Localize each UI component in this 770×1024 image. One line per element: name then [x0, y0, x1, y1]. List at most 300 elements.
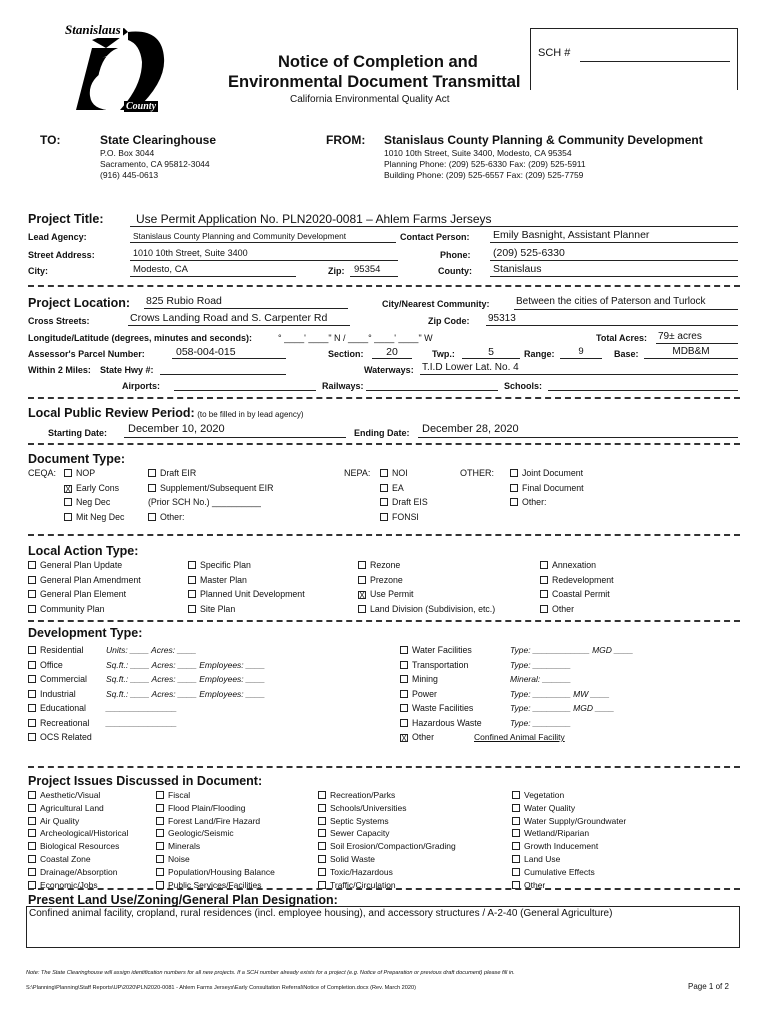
checkbox-item-col1-0[interactable]: [64, 468, 95, 478]
checkbox-col1-1[interactable]: X: [65, 484, 71, 494]
location-field[interactable]: [144, 295, 348, 309]
zip-code-value: 95313: [488, 313, 516, 324]
issue-checkbox-col4-1[interactable]: [512, 804, 520, 812]
sch-box: [530, 28, 738, 90]
issue-item-col1-1[interactable]: [28, 803, 104, 813]
issue-item-col1-5[interactable]: [28, 854, 91, 864]
issue-item-col2-4[interactable]: [156, 841, 200, 851]
cross-streets-label: Cross Streets:: [28, 316, 90, 326]
from-address: 1010 10th Street, Suite 3400, Modesto, CA 95354: [384, 148, 572, 158]
checkbox-col1-2[interactable]: [28, 590, 36, 598]
ending-date-field[interactable]: [418, 423, 738, 438]
checkbox-col4-2[interactable]: [510, 498, 518, 506]
checkbox-col4-1[interactable]: [540, 576, 548, 584]
issue-checkbox-col4-3[interactable]: [512, 829, 520, 837]
waterways-label: Waterways:: [364, 365, 414, 375]
issue-item-col1-6[interactable]: [28, 867, 118, 877]
land-use-heading: Present Land Use/Zoning/General Plan Designation:: [28, 893, 338, 907]
issue-checkbox-col1-0[interactable]: [28, 791, 36, 799]
checkbox-item-col4-2[interactable]: [510, 497, 546, 507]
phone-label: Phone:: [440, 250, 471, 260]
issue-item-col4-4[interactable]: [512, 841, 598, 851]
issue-checkbox-col4-0[interactable]: [512, 791, 520, 799]
checkbox-label-dev-left-1: Office: [40, 659, 63, 670]
checkbox-item-col2-3[interactable]: [188, 604, 235, 614]
issue-checkbox-col2-2[interactable]: [156, 817, 164, 825]
checkbox-item-col1-2[interactable]: [28, 589, 126, 599]
checkbox-label-col3-0: Rezone: [370, 560, 401, 570]
checkbox-label-col3-1: EA: [392, 482, 404, 493]
checkbox-col3-2[interactable]: [380, 498, 388, 506]
issue-item-col3-3[interactable]: [318, 828, 390, 838]
issue-label-col1-5: Coastal Zone: [40, 854, 91, 864]
checkbox-dev-left-6[interactable]: [28, 733, 36, 741]
checkbox-label-col3-2: Draft EIS: [392, 497, 428, 507]
document-type-heading: Document Type:: [28, 452, 125, 466]
issue-checkbox-col3-6[interactable]: [318, 868, 326, 876]
checkbox-label-col4-2: Other:: [522, 497, 547, 507]
issue-checkbox-col1-3[interactable]: [28, 829, 36, 837]
checkbox-col3-1[interactable]: [358, 576, 366, 584]
checkbox-col4-0[interactable]: [540, 561, 548, 569]
checkbox-label-col1-1: General Plan Amendment: [40, 574, 141, 585]
form-title-line2: Environmental Document Transmittal: [228, 73, 521, 91]
issue-checkbox-col1-1[interactable]: [28, 804, 36, 812]
checkbox-dev-left-1[interactable]: [28, 661, 36, 669]
issue-label-col4-5: Land Use: [524, 854, 561, 864]
issue-item-col1-4[interactable]: [28, 841, 119, 851]
checkbox-label-col4-1: Redevelopment: [552, 574, 614, 585]
checkbox-dev-left-0[interactable]: [28, 646, 36, 654]
issue-label-col4-0: Vegetation: [524, 790, 565, 800]
nepa-label: NEPA:: [344, 468, 371, 478]
issue-checkbox-col3-1[interactable]: [318, 804, 326, 812]
apn-field[interactable]: [172, 346, 286, 359]
divider: [28, 285, 740, 287]
issue-checkbox-col3-2[interactable]: [318, 817, 326, 825]
checkbox-item-col2-2[interactable]: [188, 589, 305, 599]
checkbox-col3-2[interactable]: X: [359, 591, 365, 600]
land-use-box[interactable]: [26, 906, 740, 948]
issue-label-col3-4: Soil Erosion/Compaction/Grading: [330, 841, 456, 852]
checkbox-dev-right-1[interactable]: [400, 661, 408, 669]
issue-item-col2-5[interactable]: [156, 854, 190, 864]
total-acres-field[interactable]: [656, 331, 738, 344]
checkbox-item-dev-left-3[interactable]: [28, 689, 76, 699]
sch-input[interactable]: [580, 61, 730, 62]
latlong-field[interactable]: ° ____' ____" N / ____° ____' ____" W: [278, 333, 433, 343]
checkbox-col1-2[interactable]: [64, 498, 72, 506]
divider: [28, 397, 740, 399]
review-period-note: (to be filled in by lead agency): [197, 410, 304, 419]
issue-checkbox-col2-3[interactable]: [156, 829, 164, 837]
checkbox-label-dev-right-5: Hazardous Waste: [412, 717, 482, 728]
page-number: Page 1 of 2: [688, 982, 729, 991]
checkbox-item-col1-0[interactable]: [28, 560, 122, 570]
checkbox-label-col2-3: Other:: [160, 511, 185, 522]
base-value: MDB&M: [672, 346, 710, 357]
issue-label-col4-2: Water Supply/Groundwater: [524, 815, 627, 826]
to-address2: Sacramento, CA 95812-3044: [100, 159, 210, 169]
checkbox-dev-right-0[interactable]: [400, 646, 408, 654]
checkbox-col2-3[interactable]: [188, 605, 196, 613]
checkbox-label-col4-2: Coastal Permit: [552, 589, 610, 599]
issue-item-col4-0[interactable]: [512, 790, 564, 800]
contact-value: Emily Basnight, Assistant Planner: [493, 229, 650, 241]
issue-checkbox-col2-4[interactable]: [156, 842, 164, 850]
issue-checkbox-col4-4[interactable]: [512, 842, 520, 850]
from-name: Stanislaus County Planning & Community Development: [384, 133, 703, 147]
checkbox-dev-left-5[interactable]: [28, 719, 36, 727]
checkbox-col3-0[interactable]: [358, 561, 366, 569]
divider: [28, 620, 740, 622]
issue-item-col3-0[interactable]: [318, 790, 395, 800]
apn-label: Assessor's Parcel Number:: [28, 349, 145, 359]
checkbox-item-dev-left-2[interactable]: [28, 674, 87, 684]
community-field[interactable]: [514, 296, 738, 310]
from-planning-phone: Planning Phone: (209) 525-6330 Fax: (209) 525-5911: [384, 159, 586, 169]
checkbox-dev-left-2[interactable]: [28, 675, 36, 683]
range-value: 9: [578, 346, 584, 357]
cross-streets-value: Crows Landing Road and S. Carpenter Rd: [130, 312, 328, 324]
issue-item-col4-5[interactable]: [512, 854, 560, 864]
checkbox-label-col3-0: NOI: [392, 468, 408, 478]
issue-label-col1-3: Archeological/Historical: [40, 828, 129, 839]
checkbox-dev-left-4[interactable]: [28, 704, 36, 712]
checkbox-dev-right-5[interactable]: [400, 719, 408, 727]
issue-label-col3-3: Sewer Capacity: [330, 828, 390, 839]
checkbox-col2-1[interactable]: [188, 576, 196, 584]
zip-code-label: Zip Code:: [428, 316, 470, 326]
checkbox-col4-0[interactable]: [510, 469, 518, 477]
issue-item-col4-1[interactable]: [512, 803, 575, 813]
checkbox-col1-0[interactable]: [64, 469, 72, 477]
issue-item-col3-6[interactable]: [318, 867, 393, 877]
issue-label-col4-7: Other: [524, 879, 546, 890]
checkbox-item-col2-0[interactable]: [188, 560, 251, 570]
dev-left-detail-3[interactable]: Sq.ft.: ____ Acres: ____ Employees: ____: [106, 688, 265, 699]
checkbox-item-dev-right-2[interactable]: [400, 674, 438, 684]
dev-right-detail-6[interactable]: Confined Animal Facility: [474, 732, 565, 742]
project-issues-heading: Project Issues Discussed in Document:: [28, 774, 263, 788]
checkbox-label-col1-3: Mit Neg Dec: [76, 511, 125, 522]
checkbox-dev-right-3[interactable]: [400, 690, 408, 698]
review-period-heading: Local Public Review Period: (to be filled in by lead agency): [28, 406, 304, 420]
checkbox-col2-0[interactable]: [188, 561, 196, 569]
checkbox-col1-3[interactable]: [28, 605, 36, 613]
checkbox-label-col3-3: Land Division (Subdivision, etc.): [370, 603, 496, 614]
issue-checkbox-col3-3[interactable]: [318, 829, 326, 837]
checkbox-item-dev-left-0[interactable]: [28, 645, 84, 655]
section-label: Section:: [328, 349, 364, 359]
checkbox-dev-left-3[interactable]: [28, 690, 36, 698]
checkbox-col4-2[interactable]: [540, 590, 548, 598]
phone-field[interactable]: [490, 247, 738, 261]
checkbox-item-col3-0[interactable]: [358, 560, 400, 570]
county-label: County:: [438, 266, 472, 276]
issue-item-col4-6[interactable]: [512, 867, 595, 877]
lead-agency-value: Stanislaus County Planning and Community Development: [133, 231, 347, 241]
issue-item-col4-3[interactable]: [512, 828, 589, 838]
issue-checkbox-col2-1[interactable]: [156, 804, 164, 812]
checkbox-col2-1[interactable]: [148, 484, 156, 492]
railways-label: Railways:: [322, 381, 364, 391]
issue-item-col3-1[interactable]: [318, 803, 407, 813]
section-value: 20: [386, 346, 398, 358]
dev-left-detail-5[interactable]: _______________: [106, 717, 177, 728]
issue-label-col2-3: Geologic/Seismic: [168, 828, 234, 839]
issue-label-col2-2: Forest Land/Fire Hazard: [168, 815, 261, 826]
checkbox-item-dev-right-1[interactable]: [400, 660, 468, 670]
issue-item-col3-2[interactable]: [318, 816, 389, 826]
dev-left-detail-4[interactable]: _______________: [106, 703, 177, 713]
checkbox-item-dev-right-3[interactable]: [400, 689, 437, 699]
issue-checkbox-col1-5[interactable]: [28, 855, 36, 863]
ending-date-value: December 28, 2020: [422, 423, 519, 435]
issue-label-col3-6: Toxic/Hazardous: [330, 866, 393, 877]
to-name: State Clearinghouse: [100, 133, 217, 147]
issue-checkbox-col1-4[interactable]: [28, 842, 36, 850]
checkbox-item-col3-1[interactable]: [380, 483, 404, 493]
checkbox-dev-right-4[interactable]: [400, 704, 408, 712]
checkbox-item-col4-3[interactable]: [540, 604, 574, 614]
checkbox-label-col2-2: Planned Unit Development: [200, 589, 305, 599]
issue-checkbox-col3-5[interactable]: [318, 855, 326, 863]
issue-item-col2-6[interactable]: [156, 867, 275, 877]
issue-checkbox-col2-5[interactable]: [156, 855, 164, 863]
checkbox-item-col2-3[interactable]: [148, 512, 184, 522]
checkbox-label-col3-2: Use Permit: [370, 589, 414, 599]
issue-label-col2-6: Population/Housing Balance: [168, 866, 275, 877]
range-label: Range:: [524, 349, 555, 359]
checkbox-item-col4-1[interactable]: [540, 575, 614, 585]
checkbox-item-col2-1[interactable]: [188, 575, 247, 585]
twp-label: Twp.:: [432, 349, 455, 359]
cross-streets-field[interactable]: [128, 312, 350, 326]
checkbox-item-col3-1[interactable]: [358, 575, 403, 585]
divider: [28, 443, 740, 445]
state-hwy-label: State Hwy #:: [100, 365, 154, 375]
checkbox-item-col1-1[interactable]: [64, 483, 119, 493]
checkbox-col1-3[interactable]: [64, 513, 72, 521]
checkbox-item-dev-right-4[interactable]: [400, 703, 473, 713]
issue-item-col2-2[interactable]: [156, 816, 260, 826]
issue-item-col3-5[interactable]: [318, 854, 375, 864]
city-field[interactable]: [130, 264, 296, 277]
checkbox-label-col4-1: Final Document: [522, 482, 584, 493]
divider: [28, 534, 740, 536]
contact-label: Contact Person:: [400, 232, 470, 242]
from-building-phone: Building Phone: (209) 525-6557 Fax: (209) 525-7759: [384, 170, 584, 180]
zip-label: Zip:: [328, 266, 345, 276]
dev-left-detail-1[interactable]: Sq.ft.: ____ Acres: ____ Employees: ____: [106, 659, 265, 670]
dev-right-detail-2[interactable]: Mineral: ______: [510, 674, 571, 684]
checkbox-item-col3-2[interactable]: [358, 589, 414, 599]
checkbox-label-dev-right-0: Water Facilities: [412, 645, 472, 655]
project-title-field[interactable]: [130, 212, 738, 227]
issue-label-col1-6: Drainage/Absorption: [40, 866, 118, 877]
dev-left-detail-2[interactable]: Sq.ft.: ____ Acres: ____ Employees: ____: [106, 674, 265, 684]
form-title-line1: Notice of Completion and: [278, 53, 478, 71]
issue-checkbox-col4-6[interactable]: [512, 868, 520, 876]
dev-right-detail-1[interactable]: Type: ________: [510, 659, 571, 670]
airports-field[interactable]: [174, 378, 316, 391]
twp-field[interactable]: [462, 346, 520, 359]
county-field[interactable]: [490, 263, 738, 277]
contact-field[interactable]: [490, 229, 738, 243]
checkbox-item-col4-2[interactable]: [540, 589, 610, 599]
checkbox-col4-3[interactable]: [540, 605, 548, 613]
checkbox-item-col2-0[interactable]: [148, 468, 196, 478]
checkbox-item-col3-0[interactable]: [380, 468, 408, 478]
issue-label-col3-7: Traffic/Circulation: [330, 879, 396, 890]
dev-right-detail-0[interactable]: Type: ____________ MGD ____: [510, 645, 634, 655]
sch-label: SCH #: [538, 47, 571, 59]
issue-item-col1-3[interactable]: [28, 828, 128, 838]
zip-code-field[interactable]: [486, 313, 738, 326]
checkbox-item-dev-left-1[interactable]: [28, 660, 63, 670]
checkbox-label-col2-3: Site Plan: [200, 603, 236, 614]
issue-checkbox-col3-4[interactable]: [318, 842, 326, 850]
checkbox-col2-2[interactable]: [188, 590, 196, 598]
checkbox-item-dev-left-4[interactable]: [28, 703, 86, 713]
checkbox-item-col1-1[interactable]: [28, 575, 141, 585]
checkbox-col3-1[interactable]: [380, 484, 388, 492]
checkbox-label-dev-left-0: Residential: [40, 645, 84, 655]
checkbox-label-dev-right-1: Transportation: [412, 659, 469, 670]
issue-checkbox-col4-2[interactable]: [512, 817, 520, 825]
starting-date-label: Starting Date:: [48, 428, 108, 438]
total-acres-label: Total Acres:: [596, 333, 648, 343]
dev-right-detail-3[interactable]: Type: ________ MW ____: [510, 688, 610, 699]
issue-item-col3-4[interactable]: [318, 841, 456, 851]
to-address1: P.O. Box 3044: [100, 148, 155, 158]
checkbox-item-dev-right-5[interactable]: [400, 718, 482, 728]
checkbox-item-col4-0[interactable]: [540, 560, 596, 570]
base-field[interactable]: [644, 346, 738, 359]
checkbox-item-col1-2[interactable]: [64, 497, 110, 507]
checkbox-label-col4-0: Joint Document: [522, 468, 584, 478]
checkbox-col3-0[interactable]: [380, 469, 388, 477]
issue-label-col1-2: Air Quality: [40, 815, 80, 826]
issue-item-col2-1[interactable]: [156, 803, 246, 813]
checkbox-label-col3-1: Prezone: [370, 574, 403, 585]
zip-value: 95354: [354, 264, 381, 275]
issue-label-col3-1: Schools/Universities: [330, 802, 407, 813]
dev-right-detail-4[interactable]: Type: ________ MGD ____: [510, 703, 615, 713]
checkbox-col3-3[interactable]: [358, 605, 366, 613]
checkbox-item-col2-1[interactable]: [148, 483, 273, 493]
railways-field[interactable]: [366, 378, 498, 391]
issue-item-col1-0[interactable]: [28, 790, 100, 800]
checkbox-item-dev-left-5[interactable]: [28, 718, 89, 728]
issue-label-col1-7: Economic/Jobs: [40, 879, 98, 890]
schools-field[interactable]: [548, 378, 738, 391]
airports-label: Airports:: [122, 381, 160, 391]
issue-checkbox-col2-6[interactable]: [156, 868, 164, 876]
issue-label-col4-1: Water Quality: [524, 802, 576, 813]
checkbox-label-col2-1: Supplement/Subsequent EIR: [160, 482, 274, 493]
checkbox-item-col1-3[interactable]: [64, 512, 124, 522]
project-location-label: Project Location:: [28, 296, 131, 310]
issue-checkbox-col1-2[interactable]: [28, 817, 36, 825]
checkbox-col4-1[interactable]: [510, 484, 518, 492]
checkbox-dev-right-6[interactable]: X: [401, 734, 407, 743]
checkbox-label-col1-2: Neg Dec: [76, 497, 111, 507]
range-field[interactable]: [560, 346, 602, 359]
apn-value: 058-004-015: [176, 346, 236, 358]
issue-item-col4-2[interactable]: [512, 816, 626, 826]
checkbox-label-dev-right-4: Waste Facilities: [412, 703, 474, 713]
checkbox-item-col2-2[interactable]: [148, 497, 261, 507]
issue-item-col2-0[interactable]: [156, 790, 190, 800]
issue-item-col2-3[interactable]: [156, 828, 234, 838]
checkbox-item-col3-3[interactable]: [380, 512, 419, 522]
footer-note: Note: The State Clearinghouse will assign identification numbers for all new projects. If a SCH number already exists for a project (e.g. Notice of Preparation or previous draft document) please fill in.: [26, 970, 515, 976]
checkbox-label-col4-3: Other: [552, 603, 575, 614]
form-subtitle: California Environmental Quality Act: [290, 94, 450, 105]
checkbox-item-dev-left-6[interactable]: [28, 732, 92, 742]
checkbox-col3-3[interactable]: [380, 513, 388, 521]
logo-text-bottom: County: [126, 101, 157, 112]
checkbox-label-dev-left-4: Educational: [40, 703, 86, 713]
checkbox-dev-right-2[interactable]: [400, 675, 408, 683]
phone-value: (209) 525-6330: [493, 247, 565, 259]
zip-field[interactable]: [350, 264, 398, 277]
state-hwy-field[interactable]: [160, 362, 286, 375]
dev-left-detail-0[interactable]: Units: ____ Acres: ____: [106, 645, 197, 655]
starting-date-field[interactable]: [124, 423, 346, 438]
checkbox-label-col2-0: Specific Plan: [200, 560, 251, 570]
starting-date-value: December 10, 2020: [128, 423, 225, 435]
checkbox-label-col4-0: Annexation: [552, 560, 597, 570]
within-2-miles-label: Within 2 Miles:: [28, 365, 91, 375]
checkbox-item-dev-right-6[interactable]: [400, 732, 434, 742]
issue-item-col1-2[interactable]: [28, 816, 79, 826]
base-label: Base:: [614, 349, 639, 359]
checkbox-item-dev-right-0[interactable]: [400, 645, 472, 655]
checkbox-col1-0[interactable]: [28, 561, 36, 569]
checkbox-col2-0[interactable]: [148, 469, 156, 477]
checkbox-item-col3-3[interactable]: [358, 604, 495, 614]
issue-checkbox-col1-6[interactable]: [28, 868, 36, 876]
section-field[interactable]: [372, 346, 412, 359]
issue-checkbox-col3-0[interactable]: [318, 791, 326, 799]
street-field[interactable]: [130, 248, 398, 261]
checkbox-label-col1-2: General Plan Element: [40, 589, 127, 599]
issue-checkbox-col4-5[interactable]: [512, 855, 520, 863]
issue-label-col2-7: Public Services/Facilities: [168, 879, 262, 890]
lead-agency-field[interactable]: [130, 231, 396, 243]
checkbox-col2-3[interactable]: [148, 513, 156, 521]
issue-label-col3-5: Solid Waste: [330, 854, 376, 864]
waterways-field[interactable]: [420, 362, 738, 375]
checkbox-label-col1-0: General Plan Update: [40, 560, 123, 570]
checkbox-item-col4-1[interactable]: [510, 483, 584, 493]
checkbox-item-col4-0[interactable]: [510, 468, 583, 478]
checkbox-label-col2-1: Master Plan: [200, 574, 247, 585]
checkbox-label-dev-right-2: Mining: [412, 674, 438, 684]
checkbox-item-col3-2[interactable]: [380, 497, 428, 507]
issue-checkbox-col2-0[interactable]: [156, 791, 164, 799]
issue-label-col3-2: Septic Systems: [330, 815, 389, 826]
ceqa-label: CEQA:: [28, 468, 57, 478]
street-label: Street Address:: [28, 250, 95, 260]
dev-right-detail-5[interactable]: Type: ________: [510, 717, 571, 728]
checkbox-col1-1[interactable]: [28, 576, 36, 584]
checkbox-item-col1-3[interactable]: [28, 604, 105, 614]
waterways-value: T.I.D Lower Lat. No. 4: [422, 362, 519, 373]
